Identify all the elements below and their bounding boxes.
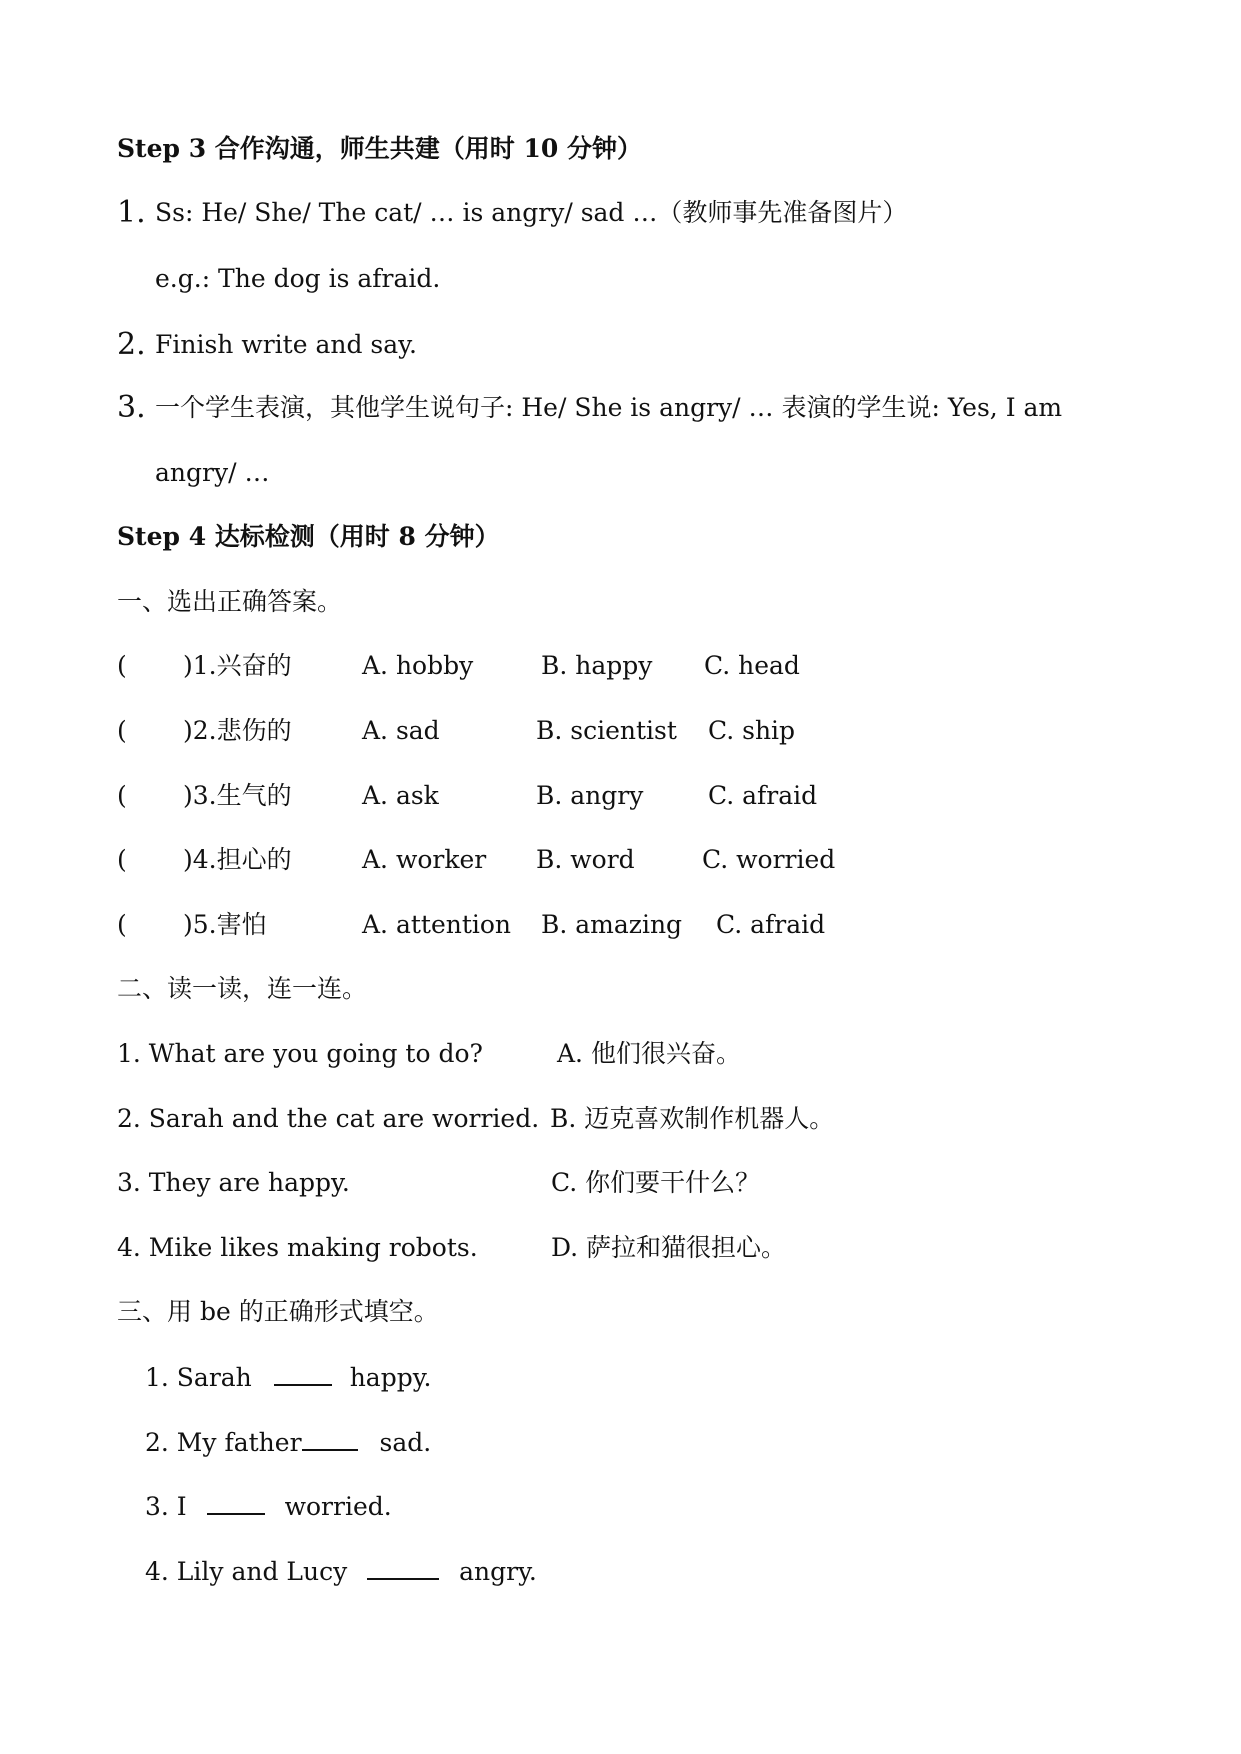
matching-right[interactable]: B. 迈克喜欢制作机器人。 [550, 1104, 835, 1133]
fill-row [145, 1556, 537, 1587]
option-a: A. sad [362, 716, 440, 745]
question-word: )3.生气的 [183, 781, 292, 810]
option-a: A. attention [362, 910, 512, 939]
fill-after: worried. [284, 1492, 392, 1521]
fill-before: 1. Sarah [145, 1363, 252, 1392]
part2-title: 二、读一读，连一连。 [117, 974, 368, 1003]
answer-blank[interactable] [207, 1491, 265, 1515]
option-c: C. afraid [716, 910, 826, 939]
item-number: 1. [117, 195, 146, 230]
option-c: C. ship [708, 716, 796, 745]
option-b: B. word [536, 845, 635, 874]
fill-after: sad. [379, 1428, 432, 1457]
fill-row [145, 1427, 431, 1458]
item-number: 3. [117, 390, 146, 425]
item-text: Finish write and say. [155, 330, 417, 359]
answer-paren[interactable]: ( [117, 716, 127, 745]
option-c: C. head [704, 651, 800, 680]
option-b: B. scientist [536, 716, 677, 745]
fill-row [145, 1362, 431, 1393]
option-b: B. happy [541, 651, 653, 680]
option-c: C. worried [702, 845, 836, 874]
answer-blank[interactable] [302, 1427, 358, 1451]
item-number: 2. [117, 327, 146, 362]
option-a: A. worker [362, 845, 487, 874]
step3-item-1 [117, 195, 908, 230]
matching-right[interactable]: D. 萨拉和猫很担心。 [551, 1233, 787, 1262]
answer-paren[interactable]: ( [117, 845, 127, 874]
step3-title: Step 3 合作沟通，师生共建（用时 10 分钟） [117, 134, 642, 163]
fill-after: happy. [349, 1363, 432, 1392]
option-c: C. afraid [708, 781, 818, 810]
step3-item-2 [117, 327, 417, 362]
question-word: )4.担心的 [183, 845, 292, 874]
item-text: Ss: He/ She/ The cat/ … is angry/ sad …（教师事先准备图片） [155, 198, 908, 227]
answer-paren[interactable]: ( [117, 781, 127, 810]
step4-title: Step 4 达标检测（用时 8 分钟） [117, 522, 500, 551]
part1-title: 一、选出正确答案。 [117, 587, 343, 616]
option-b: B. amazing [541, 910, 683, 939]
step3-item-1-example: e.g.: The dog is afraid. [155, 264, 441, 293]
fill-after: angry. [459, 1557, 537, 1586]
matching-right[interactable]: C. 你们要干什么？ [551, 1168, 761, 1197]
fill-before: 2. My father [145, 1428, 302, 1457]
answer-paren[interactable]: ( [117, 651, 127, 680]
option-b: B. angry [536, 781, 644, 810]
matching-left[interactable]: 3. They are happy. [117, 1168, 350, 1197]
matching-left[interactable]: 1. What are you going to do? [117, 1039, 483, 1068]
step3-item-3-continuation: angry/ … [155, 458, 270, 487]
matching-right[interactable]: A. 他们很兴奋。 [557, 1039, 741, 1068]
fill-before: 3. I [145, 1492, 187, 1521]
question-word: )2.悲伤的 [183, 716, 292, 745]
matching-left[interactable]: 4. Mike likes making robots. [117, 1233, 478, 1262]
fill-before: 4. Lily and Lucy [145, 1557, 348, 1586]
question-word: )5.害怕 [183, 910, 267, 939]
option-a: A. hobby [362, 651, 474, 680]
option-a: A. ask [362, 781, 439, 810]
question-word: )1.兴奋的 [183, 651, 292, 680]
answer-paren[interactable]: ( [117, 910, 127, 939]
fill-row [145, 1491, 392, 1522]
answer-blank[interactable] [274, 1362, 332, 1386]
step3-item-3 [117, 390, 1063, 425]
item-text: 一个学生表演，其他学生说句子: He/ She is angry/ … 表演的学生说: Yes, I am [155, 393, 1063, 422]
matching-left[interactable]: 2. Sarah and the cat are worried. [117, 1104, 540, 1133]
part3-title: 三、用 be 的正确形式填空。 [117, 1297, 439, 1326]
answer-blank[interactable] [367, 1556, 439, 1580]
